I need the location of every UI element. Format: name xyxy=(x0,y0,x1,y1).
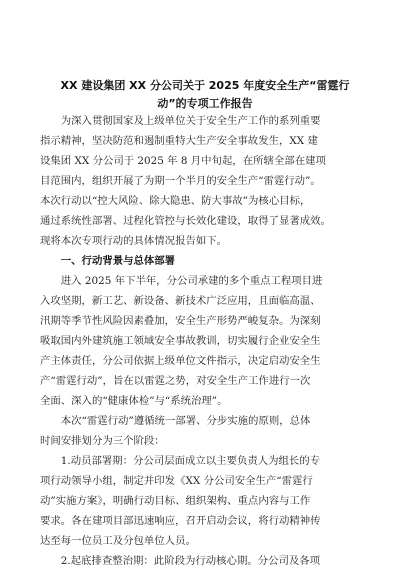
paragraph-line: 全面、深入的“健康体检”与“系统治理”。 xyxy=(40,395,228,407)
paragraph-line: 2.起底排查整治期：此阶段为行动核心期。分公司及各项 xyxy=(40,555,321,567)
document-title-line: 动”的专项工作报告 xyxy=(157,97,253,110)
paragraph-line: 时间安排划分为三个阶段： xyxy=(40,435,165,447)
paragraph-line: 现将本次专项行动的具体情况报告如下。 xyxy=(40,235,228,247)
paragraph-line: 指示精神，坚决防范和遏制重特大生产安全事故发生，XX 建 xyxy=(40,135,318,147)
section-heading: 一、行动背景与总体部署 xyxy=(40,255,176,267)
document-body xyxy=(40,111,370,571)
paragraph-line: 为深入贯彻国家及上级单位关于安全生产工作的系列重要 xyxy=(40,115,321,127)
paragraph-line: 汛期等季节性风险因素叠加，安全生产形势严峻复杂。为深刻 xyxy=(40,315,321,327)
document-title-line: XX 建设集团 XX 分公司关于 2025 年度安全生产“雷霆行 xyxy=(60,79,350,92)
paragraph-line: 要求。各在建项目部迅速响应，召开启动会议，将行动精神传 xyxy=(40,515,321,527)
paragraph-line: 动”实施方案》，明确行动目标、组织架构、重点内容与工作 xyxy=(40,495,311,507)
paragraph-line: 进入 2025 年下半年，分公司承建的多个重点工程项目进 xyxy=(40,275,323,287)
paragraph-line: 设集团 XX 分公司于 2025 年 8 月中旬起，在所辖全部在建项 xyxy=(40,155,326,167)
paragraph-line: 吸取国内外建筑施工领域安全事故教训，切实履行企业安全生 xyxy=(40,335,321,347)
document-title xyxy=(40,77,370,113)
paragraph-line: 1.动员部署期：分公司层面成立以主要负责人为组长的专 xyxy=(40,455,321,467)
paragraph-line: 目范围内，组织开展了为期一个半月的安全生产“雷霆行动”。 xyxy=(40,175,321,187)
paragraph-line: 项行动领导小组，制定并印发《XX 分公司安全生产“雷霆行 xyxy=(40,475,313,487)
paragraph-line: 入攻坚期，新工艺、新设备、新技术广泛应用，且面临高温、 xyxy=(40,295,321,307)
paragraph-line: 本次行动以“控大风险、除大隐患、防大事故”为核心目标， xyxy=(40,195,311,207)
paragraph-line: 本次“雷霆行动”遵循统一部署、分步实施的原则，总体 xyxy=(40,415,311,427)
paragraph-line: 产“雷霆行动”，旨在以雷霆之势，对安全生产工作进行一次 xyxy=(40,375,311,387)
paragraph-line: 达至每一位员工及分包单位人员。 xyxy=(40,535,196,547)
paragraph-line: 通过系统性部署、过程化管控与长效化建设，取得了显著成效。 xyxy=(40,215,331,227)
paragraph-line: 产主体责任，分公司依据上级单位文件指示，决定启动安全生 xyxy=(40,355,321,367)
